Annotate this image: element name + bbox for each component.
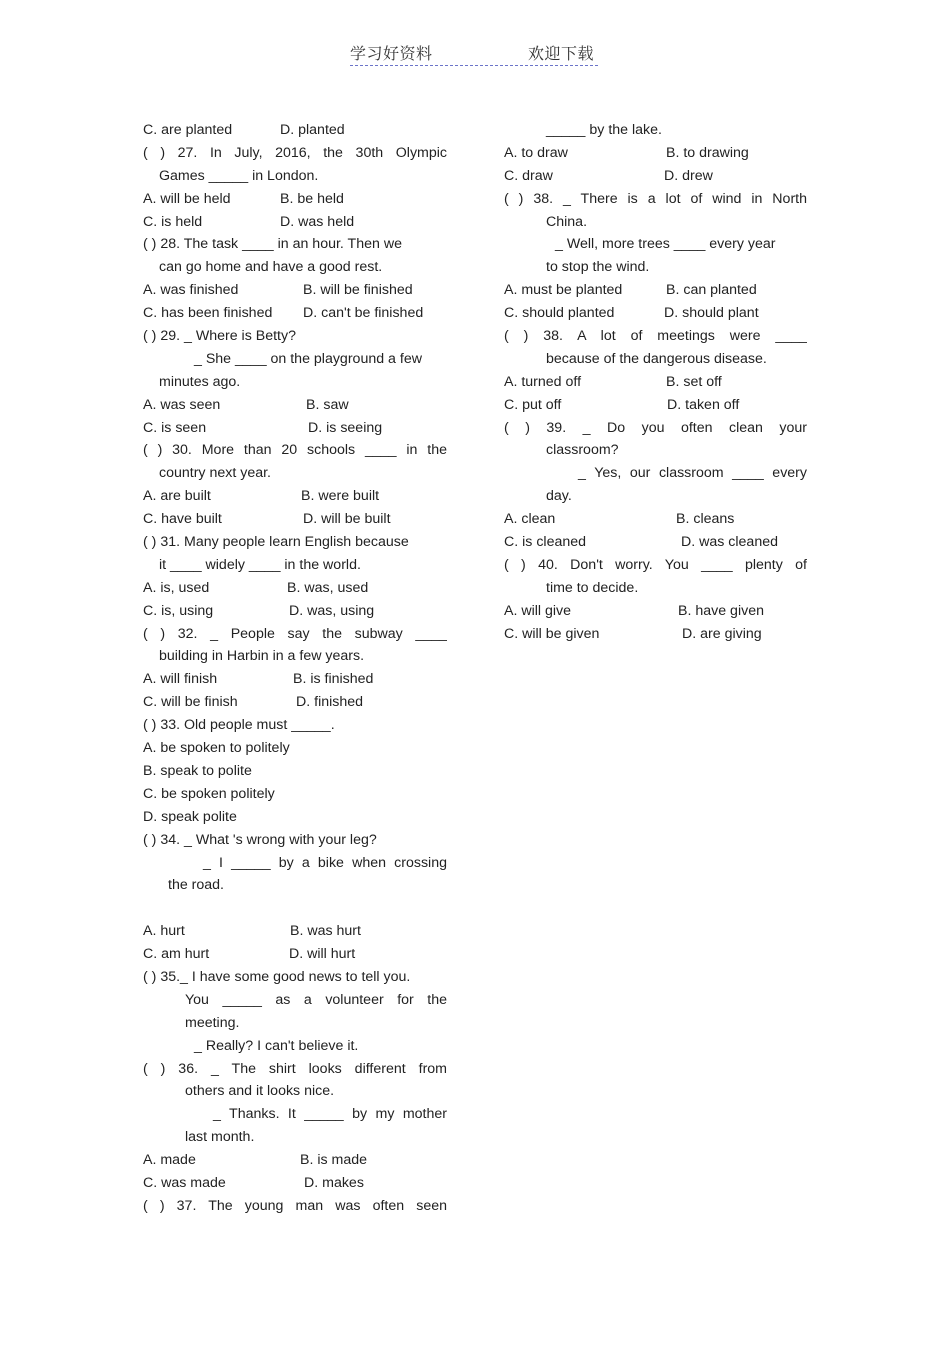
line-text: ( ) 36. _ The shirt looks different from	[143, 1060, 447, 1077]
header-left-text: 学习好资料	[350, 44, 433, 63]
option-b-text: B. have given	[678, 602, 764, 619]
text-line	[504, 325, 807, 348]
option-a-text: C. put off	[504, 396, 562, 413]
line-text: _ She ____ on the playground a few	[194, 350, 422, 367]
option-b-text: D. taken off	[667, 396, 740, 413]
option-a-text: C. is cleaned	[504, 534, 587, 551]
text-line	[504, 417, 807, 440]
line-text: ( ) 39. _ Do you often clean your	[504, 419, 807, 436]
text-line	[143, 485, 447, 508]
option-b-text: B. was hurt	[290, 923, 361, 940]
text-line	[143, 417, 447, 440]
option-b-text: B. be held	[280, 190, 344, 207]
text-line	[143, 1058, 447, 1081]
option-a-text: C. have built	[143, 511, 222, 528]
line-text: it ____ widely ____ in the world.	[159, 556, 361, 573]
option-b-text: D. drew	[664, 167, 713, 184]
line-text: meeting.	[185, 1014, 240, 1031]
line-text: _ Well, more trees ____ every year	[555, 236, 776, 253]
line-text: country next year.	[159, 465, 271, 482]
option-b-text: B. saw	[306, 396, 349, 413]
line-text: to stop the wind.	[546, 259, 650, 276]
text-line	[504, 531, 807, 554]
option-b-text: D. was, using	[289, 602, 375, 619]
line-text: ( ) 32. _ People say the subway ____	[143, 625, 447, 642]
text-line	[143, 1195, 447, 1218]
line-text: Games _____ in London.	[159, 167, 319, 184]
option-b-text: B. is made	[300, 1152, 368, 1169]
line-text: ( ) 38. A lot of meetings were ____	[504, 328, 807, 345]
option-a-text: A. was finished	[143, 282, 239, 299]
text-line	[504, 371, 807, 394]
line-text: China.	[546, 213, 588, 230]
line-text: ( ) 33. Old people must _____.	[143, 717, 335, 734]
text-line	[504, 554, 807, 577]
option-a-text: C. will be given	[504, 625, 600, 642]
text-line	[143, 531, 447, 554]
line-text: can go home and have a good rest.	[159, 259, 383, 276]
text-line	[504, 623, 807, 646]
line-text: day.	[546, 488, 572, 505]
line-text: C. be spoken politely	[143, 785, 275, 802]
text-line	[504, 600, 807, 623]
line-text: ( ) 40. Don't worry. You ____ plenty of	[504, 556, 807, 573]
text-line	[143, 600, 447, 623]
option-a-text: A. hurt	[143, 923, 185, 940]
option-a-text: C. is held	[143, 213, 203, 230]
option-a-text: C. will be finish	[143, 694, 238, 711]
text-line	[143, 852, 447, 875]
option-a-text: A. to draw	[504, 144, 568, 161]
option-b-text: B. will be finished	[303, 282, 413, 299]
text-line	[504, 394, 807, 417]
option-b-text: D. planted	[280, 122, 345, 138]
text-line	[143, 119, 447, 142]
option-b-text: D. will hurt	[289, 946, 356, 963]
option-a-text: C. is, using	[143, 602, 214, 619]
option-b-text: D. should plant	[664, 305, 759, 322]
line-text: _ Yes, our classroom ____ every	[578, 465, 807, 482]
line-text: time to decide.	[546, 579, 639, 596]
option-a-text: C. should planted	[504, 305, 615, 322]
text-line	[143, 211, 447, 234]
text-line	[143, 1126, 447, 1149]
text-line	[143, 462, 447, 485]
option-a-text: A. will be held	[143, 190, 231, 207]
option-b-text: D. finished	[296, 694, 364, 711]
text-line	[143, 279, 447, 302]
text-line	[504, 462, 807, 485]
text-line	[143, 1103, 447, 1126]
text-line	[143, 302, 447, 325]
text-line	[504, 485, 807, 508]
text-line	[504, 211, 807, 234]
option-a-text: A. is, used	[143, 579, 210, 596]
header-right-text: 欢迎下载	[527, 44, 594, 63]
text-line	[143, 989, 447, 1012]
text-line	[504, 142, 807, 165]
page-header	[350, 41, 598, 66]
line-text: _ I _____ by a bike when crossing	[203, 854, 447, 871]
line-text: You _____ as a volunteer for the	[185, 991, 447, 1008]
text-line	[143, 1149, 447, 1172]
text-line	[143, 783, 447, 806]
option-b-text: B. set off	[666, 373, 722, 390]
text-line	[143, 943, 447, 966]
option-a-text: A. are built	[143, 488, 211, 505]
line-text: D. speak polite	[143, 808, 237, 825]
text-line	[143, 1035, 447, 1058]
option-a-text: C. draw	[504, 167, 553, 184]
option-a-text: C. has been finished	[143, 305, 273, 322]
text-line	[504, 256, 807, 279]
right-column	[504, 119, 807, 645]
text-line	[143, 623, 447, 646]
text-line	[504, 439, 807, 462]
line-text: ( ) 38. _ There is a lot of wind in North	[504, 190, 807, 207]
text-line	[504, 188, 807, 211]
left-column	[143, 119, 447, 1218]
line-text: the road.	[168, 877, 225, 894]
line-text	[143, 897, 447, 920]
line-text: last month.	[185, 1129, 255, 1146]
line-text: building in Harbin in a few years.	[159, 648, 365, 665]
text-line	[143, 1080, 447, 1103]
option-a-text: A. clean	[504, 511, 556, 528]
text-line	[504, 233, 807, 256]
option-b-text: B. were built	[301, 488, 380, 505]
text-line	[143, 829, 447, 852]
text-line	[143, 668, 447, 691]
text-line	[143, 1012, 447, 1035]
line-text: _ Thanks. It _____ by my mother	[213, 1106, 447, 1123]
option-a-text: C. is seen	[143, 419, 207, 436]
option-a-text: A. must be planted	[504, 282, 623, 299]
option-a-text: A. will give	[504, 602, 572, 619]
option-b-text: D. can't be finished	[303, 305, 424, 322]
text-line	[143, 874, 447, 897]
option-b-text: B. to drawing	[666, 144, 749, 161]
line-text: ( ) 28. The task ____ in an hour. Then we	[143, 236, 402, 253]
text-line	[143, 371, 447, 394]
line-text: classroom?	[546, 442, 619, 459]
option-b-text: D. are giving	[682, 625, 762, 642]
text-line	[504, 119, 807, 142]
option-a-text: A. was seen	[143, 396, 221, 413]
text-line	[143, 1172, 447, 1195]
text-line	[143, 188, 447, 211]
text-line	[504, 279, 807, 302]
text-line	[504, 165, 807, 188]
line-text: ( ) 31. Many people learn English because	[143, 534, 409, 551]
line-text: ( ) 27. In July, 2016, the 30th Olympic	[143, 144, 447, 161]
line-text: because of the dangerous disease.	[546, 350, 767, 367]
text-line	[143, 348, 447, 371]
option-b-text: B. is finished	[293, 671, 374, 688]
line-text: ( ) 34. _ What 's wrong with your leg?	[143, 831, 377, 848]
text-line	[504, 302, 807, 325]
text-line	[143, 142, 447, 165]
text-line	[143, 806, 447, 829]
line-text: ( ) 30. More than 20 schools ____ in the	[143, 442, 447, 459]
option-a-text: A. made	[143, 1152, 196, 1169]
text-line	[143, 325, 447, 348]
option-b-text: B. was, used	[287, 579, 369, 596]
option-a-text: A. turned off	[504, 373, 582, 390]
option-a-text: C. am hurt	[143, 946, 210, 963]
line-text: minutes ago.	[159, 373, 241, 390]
text-line	[143, 554, 447, 577]
option-b-text: D. was cleaned	[681, 534, 778, 551]
text-line	[143, 966, 447, 989]
line-text: ( ) 29. _ Where is Betty?	[143, 328, 296, 345]
text-line	[504, 508, 807, 531]
text-line	[143, 233, 447, 256]
text-line	[143, 256, 447, 279]
option-b-text: D. makes	[304, 1174, 364, 1191]
text-line	[504, 348, 807, 371]
text-line	[143, 714, 447, 737]
text-line	[143, 760, 447, 783]
text-line	[143, 645, 447, 668]
text-line	[143, 897, 447, 920]
option-b-text: B. cleans	[676, 511, 735, 528]
text-line	[143, 737, 447, 760]
line-text: A. be spoken to politely	[143, 740, 290, 757]
line-text: _____ by the lake.	[546, 122, 662, 138]
text-line	[143, 920, 447, 943]
option-b-text: D. is seeing	[308, 419, 383, 436]
line-text: _ Really? I can't believe it.	[194, 1037, 359, 1054]
text-line	[143, 165, 447, 188]
text-line	[143, 394, 447, 417]
line-text: ( ) 37. The young man was often seen	[143, 1197, 447, 1214]
option-b-text: D. was held	[280, 213, 355, 230]
text-line	[143, 691, 447, 714]
option-b-text: B. can planted	[666, 282, 757, 299]
option-b-text: D. will be built	[303, 511, 391, 528]
line-text: others and it looks nice.	[185, 1083, 335, 1100]
option-a-text: A. will finish	[143, 671, 218, 688]
text-line	[143, 508, 447, 531]
text-line	[504, 577, 807, 600]
option-a-text: C. are planted	[143, 122, 233, 138]
option-a-text: C. was made	[143, 1174, 226, 1191]
text-line	[143, 577, 447, 600]
line-text: ( ) 35._ I have some good news to tell you.	[143, 968, 411, 985]
line-text: B. speak to polite	[143, 762, 252, 779]
text-line	[143, 439, 447, 462]
